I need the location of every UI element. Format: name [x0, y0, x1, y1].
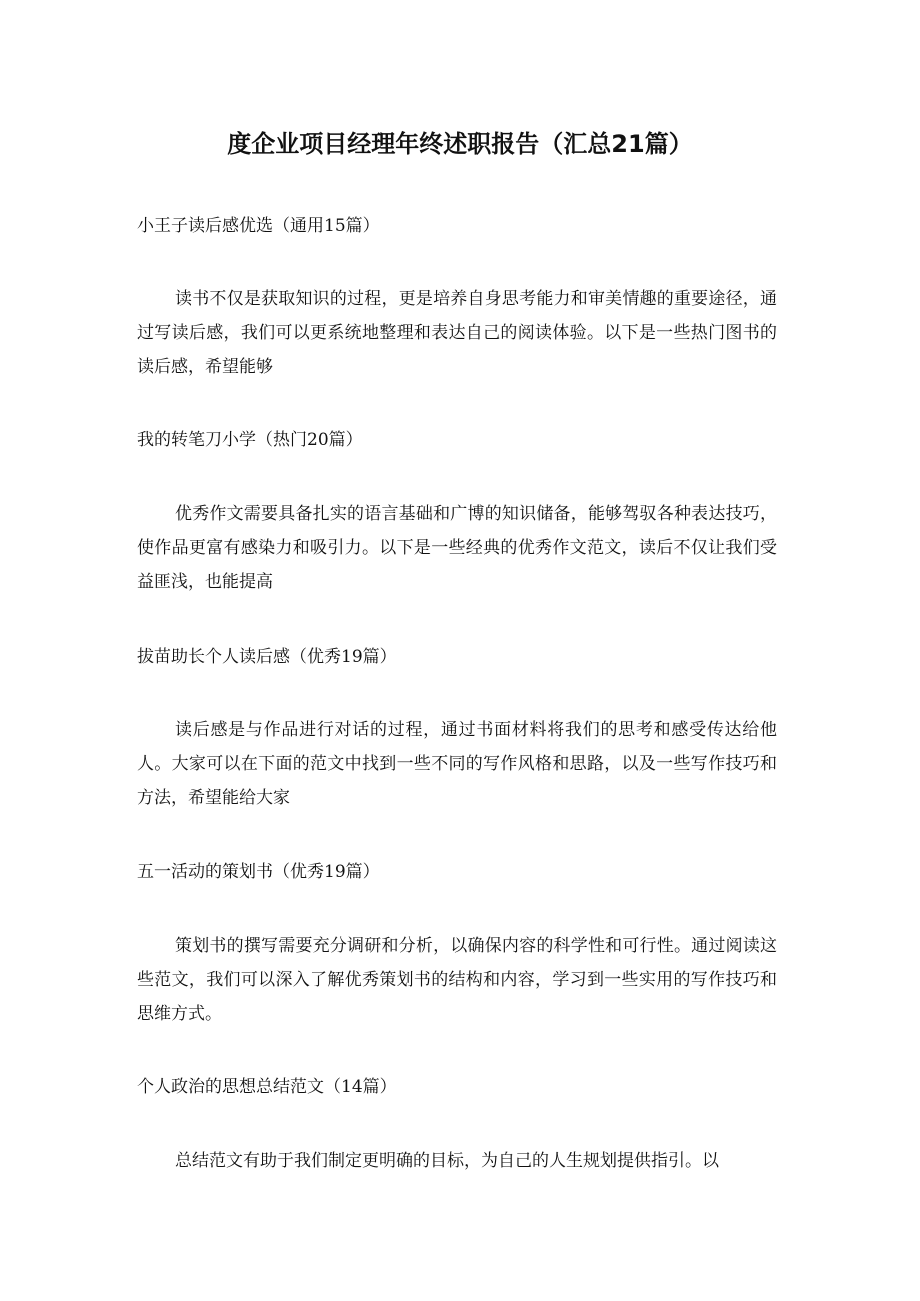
section-paragraph-5: 总结范文有助于我们制定更明确的目标，为自己的人生规划提供指引。以 [175, 1151, 719, 1171]
section-heading-2: 我的转笔刀小学（热门20篇） [137, 430, 363, 450]
section-paragraph-2: 优秀作文需要具备扎实的语言基础和广博的知识储备，能够驾驭各种表达技巧，使作品更富有感染力和吸引力。以下是一些经典的优秀作文范文，读后不仅让我们受益匪浅，也能提高 [137, 504, 777, 592]
section-paragraph-1: 读书不仅是获取知识的过程，更是培养自身思考能力和审美情趣的重要途径，通过写读后感，我们可以更系统地整理和表达自己的阅读体验。以下是一些热门图书的读后感，希望能够 [137, 289, 777, 377]
section-paragraph-4: 策划书的撰写需要充分调研和分析，以确保内容的科学性和可行性。通过阅读这些范文，我们可以深入了解优秀策划书的结构和内容，学习到一些实用的写作技巧和思维方式。 [137, 936, 777, 1024]
section-heading-3: 拔苗助长个人读后感（优秀19篇） [137, 647, 397, 667]
section-heading-1: 小王子读后感优选（通用15篇） [137, 216, 380, 236]
document-title: 度企业项目经理年终述职报告（汇总21篇） [227, 130, 693, 158]
section-heading-4: 五一活动的策划书（优秀19篇） [137, 862, 380, 882]
section-heading-5: 个人政治的思想总结范文（14篇） [137, 1077, 397, 1097]
section-paragraph-3: 读后感是与作品进行对话的过程，通过书面材料将我们的思考和感受传达给他人。大家可以在下面的范文中找到一些不同的写作风格和思路，以及一些写作技巧和方法，希望能给大家 [137, 720, 777, 808]
